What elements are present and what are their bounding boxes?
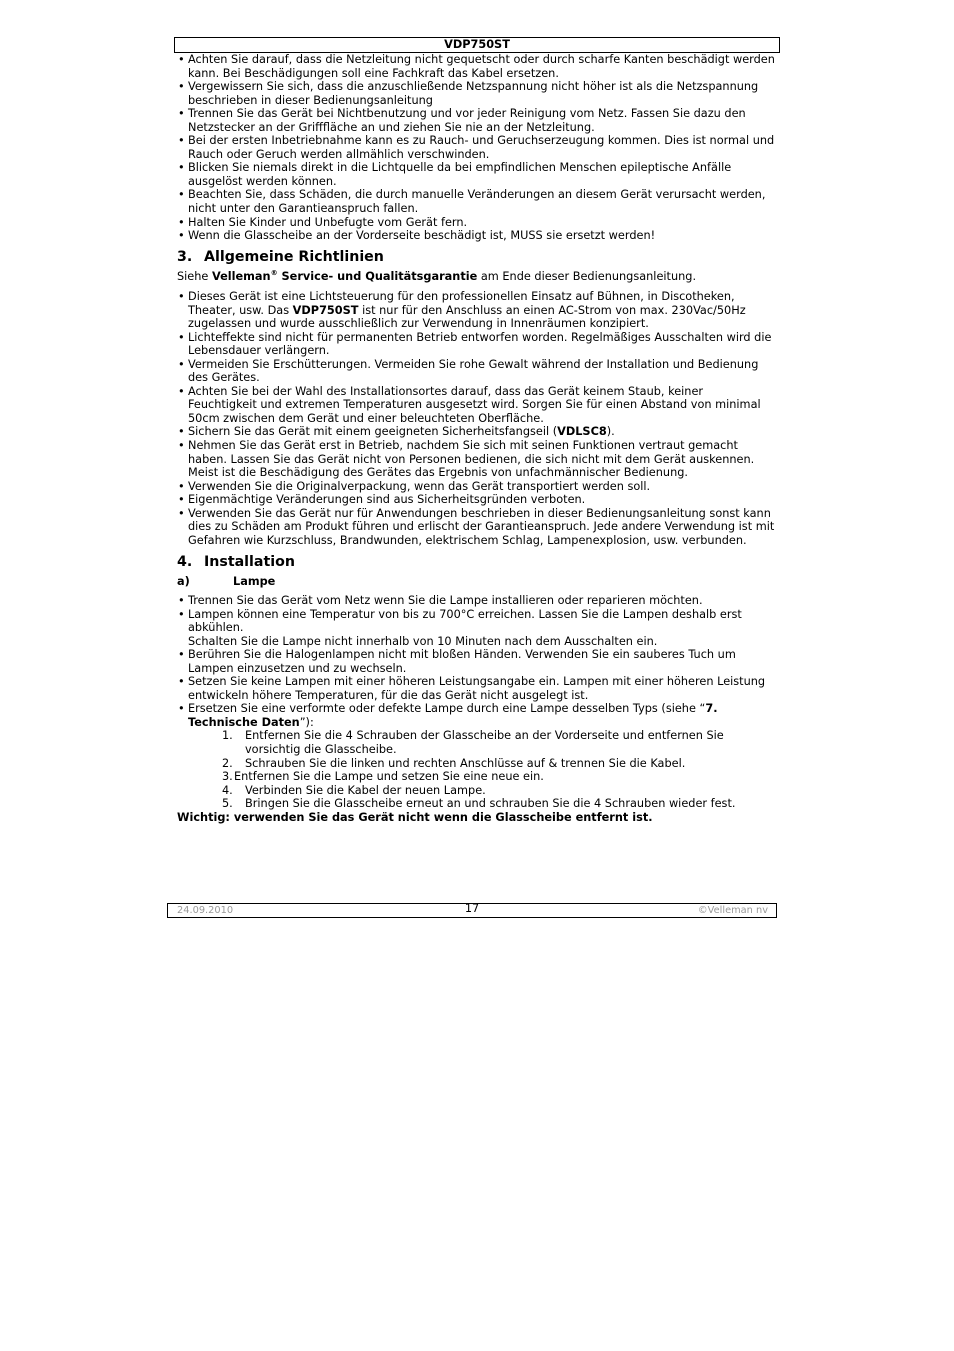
text-line: entwickeln höhere Temperaturen, für die das Gerät nicht ausgelegt ist.	[188, 688, 589, 702]
footer-copyright: ©Velleman nv	[697, 905, 768, 916]
list-item-text	[188, 161, 775, 188]
section-heading-3	[177, 249, 384, 266]
text-line	[188, 702, 765, 716]
text-line: Trennen Sie das Gerät vom Netz wenn Sie die Lampe installieren oder reparieren möchten.	[188, 594, 703, 607]
bullet-icon	[178, 229, 185, 243]
list-item-text	[188, 107, 775, 134]
bullet-icon	[178, 702, 185, 716]
list-item-text	[188, 702, 765, 729]
text-line: Netzstecker an der Grifffläche an und ziehen Sie nie an der Netzleitung.	[188, 120, 595, 134]
list-item	[177, 702, 765, 729]
list-item-text	[188, 480, 774, 494]
bullet-icon	[178, 425, 185, 439]
step-item	[177, 757, 765, 771]
bold-text: Technische Daten	[188, 715, 300, 729]
text-line: Blicken Sie niemals direkt in die Lichtquelle da bei empfindlichen Menschen epileptische Anfälle	[188, 161, 732, 175]
bullet-icon	[178, 480, 185, 494]
subsection-heading	[177, 575, 275, 589]
model-title: VDP750ST	[444, 38, 510, 51]
step-number: 3.	[222, 770, 233, 784]
text-line: Bei der ersten Inbetriebnahme kann es zu Rauch- und Geruchserzeugung kommen. Dies ist normal und	[188, 134, 775, 148]
bullet-icon	[178, 290, 185, 304]
list-item	[177, 290, 774, 331]
list-item-text	[188, 675, 765, 702]
list-item-text	[188, 358, 774, 385]
text-line: Verwenden Sie die Originalverpackung, wenn das Gerät transportiert werden soll.	[188, 479, 651, 493]
text-line: Feuchtigkeit und extremen Temperaturen ausgesetzt wird. Sorgen Sie für einen Abstand von minimal	[188, 398, 761, 412]
bullet-icon	[178, 188, 185, 202]
list-item	[177, 675, 765, 702]
text-line: Gefahren wie Kurzschluss, Brandwunden, elektrischem Schlag, Lampenexplosion, usw. verbunden.	[188, 533, 747, 547]
step-item	[177, 729, 765, 756]
text-line	[177, 270, 696, 284]
text-line: Nehmen Sie das Gerät erst in Betrieb, nachdem Sie sich mit seinen Funktionen vertraut gemacht	[188, 439, 738, 453]
bullet-icon	[178, 134, 185, 148]
subsection-title: Lampe	[233, 575, 276, 588]
text-run: Ersetzen Sie eine verformte oder defekte Lampe durch eine Lampe desselben Typs (siehe “	[188, 702, 706, 716]
step-item	[177, 770, 765, 784]
text-line: Achten Sie bei der Wahl des Installationsortes darauf, dass das Gerät keinem Staub, keiner	[188, 384, 704, 398]
list-item-text	[188, 439, 774, 480]
bullet-icon	[178, 675, 185, 689]
text-line: Berühren Sie die Halogenlampen nicht mit bloßen Händen. Verwenden Sie ein sauberes Tuch um	[188, 648, 736, 662]
list-item-text	[188, 507, 774, 548]
list-item	[177, 161, 775, 188]
text-line: Vergewissern Sie sich, dass die anzuschließende Netzspannung nicht höher ist als die Netzspannung	[188, 80, 759, 94]
bullet-icon	[178, 507, 185, 521]
text-line: Dieses Gerät ist eine Lichtsteuerung für den professionellen Einsatz auf Bühnen, in Discotheken,	[188, 290, 735, 303]
text-line: Lichteffekte sind nicht für permanenten Betrieb entworfen worden. Regelmäßiges Ausschalten wird die	[188, 330, 772, 344]
text-line: beschrieben in dieser Bedienungsanleitung	[188, 93, 433, 107]
bold-text: Service- und Qualitätsgarantie	[277, 270, 478, 283]
text-line: zugelassen und wurde ausschließlich zur Verwendung in Innenräumen konzipiert.	[188, 317, 649, 331]
step-item	[177, 797, 765, 811]
section-heading-4	[177, 554, 295, 571]
step-text	[177, 770, 765, 784]
bold-text: VDP750ST	[292, 303, 359, 317]
bullet-icon	[178, 107, 185, 121]
text-line: abkühlen.	[188, 621, 244, 635]
text-run: Siehe	[177, 270, 212, 283]
bold-text: Velleman	[211, 270, 271, 283]
text-line: nicht unter den Garantieanspruch fallen.	[188, 202, 419, 216]
text-line: Entfernen Sie die Lampe und setzen Sie eine neue ein.	[234, 770, 544, 784]
text-line: Eigenmächtige Veränderungen sind aus Sicherheitsgründen verboten.	[188, 493, 586, 507]
list-item	[177, 80, 775, 107]
text-run: ”):	[299, 715, 314, 729]
list-item-text	[188, 425, 774, 439]
list-item	[177, 331, 774, 358]
section-number: 3.	[177, 249, 193, 265]
list-item	[177, 385, 774, 426]
text-line	[188, 304, 774, 318]
text-run: am Ende dieser Bedienungsanleitung.	[477, 270, 697, 283]
step-text	[177, 784, 765, 798]
list-item	[177, 594, 765, 608]
text-line: Halten Sie Kinder und Unbefugte vom Gerät fern.	[188, 215, 468, 229]
page-number: 17	[464, 902, 480, 915]
text-line: Entfernen Sie die 4 Schrauben der Glasscheibe an der Vorderseite und entfernen Sie	[245, 729, 724, 743]
bullet-icon	[178, 594, 185, 608]
warranty-reference-paragraph	[177, 270, 696, 284]
text-line: dies zu Schäden am Produkt führen und erlischt der Garantieanspruch. Jede andere Verwendung ist mit	[188, 520, 775, 534]
list-item	[177, 358, 774, 385]
text-run: Theater, usw. Das	[188, 303, 293, 317]
text-line: ausgelöst werden können.	[188, 174, 337, 188]
step-number: 1.	[222, 729, 233, 743]
list-item	[177, 608, 765, 649]
text-line: Wenn die Glasscheibe an der Vorderseite beschädigt ist, MUSS sie ersetzt werden!	[188, 229, 656, 243]
list-item	[177, 107, 775, 134]
section-title: Allgemeine Richtlinien	[204, 249, 384, 265]
text-line: Achten Sie darauf, dass die Netzleitung nicht gequetscht oder durch scharfe Kanten beschädigt werden	[188, 53, 775, 66]
step-number: 4.	[222, 783, 233, 797]
list-item	[177, 507, 774, 548]
lamp-replacement-steps	[177, 729, 765, 810]
list-item-text	[188, 188, 775, 215]
section-title: Installation	[204, 554, 295, 570]
bold-text: 7.	[705, 702, 718, 716]
text-line: Rauch oder Geruch werden allmählich verschwinden.	[188, 147, 490, 161]
list-item-text	[188, 229, 775, 243]
subsection-label: a)	[177, 575, 190, 588]
list-item-text	[188, 53, 775, 80]
text-line: Lebensdauer verlängern.	[188, 344, 330, 358]
guidelines-bullet-list	[177, 290, 774, 547]
text-line: kann. Bei Beschädigungen soll eine Fachkraft das Kabel ersetzen.	[188, 66, 559, 80]
bullet-icon	[178, 439, 185, 453]
step-text	[177, 797, 765, 811]
list-item-text	[188, 216, 775, 230]
text-line: Trennen Sie das Gerät bei Nichtbenutzung und vor jeder Reinigung vom Netz. Fassen Sie dazu den	[188, 107, 746, 121]
text-line: Lampen können eine Temperatur von bis zu 700°C erreichen. Lassen Sie die Lampen deshalb erst	[188, 607, 742, 621]
bullet-icon	[178, 608, 185, 622]
text-line: Lampen einzusetzen und zu wechseln.	[188, 661, 407, 675]
bullet-icon	[178, 385, 185, 399]
text-line: Schalten Sie die Lampe nicht innerhalb von 10 Minuten nach dem Ausschalten ein.	[188, 634, 658, 648]
text-line: Meist ist die Beschädigung des Gerätes das Ergebnis von unfachmännischer Bedienung.	[188, 466, 688, 480]
bullet-icon	[178, 493, 185, 507]
text-line: vorsichtig die Glasscheibe.	[245, 743, 397, 757]
bold-text: VDLSC8	[557, 425, 607, 439]
list-item	[177, 188, 775, 215]
bullet-icon	[178, 331, 185, 345]
text-line: haben. Lassen Sie das Gerät nicht von Personen bedienen, die sich nicht mit dem Gerät auskennen.	[188, 452, 755, 466]
registered-icon: ®	[270, 269, 278, 278]
text-line: Vermeiden Sie Erschütterungen. Vermeiden Sie rohe Gewalt während der Installation und Bedienung	[188, 357, 759, 371]
list-item	[177, 648, 765, 675]
step-number: 2.	[222, 756, 233, 770]
text-line: Verwenden Sie das Gerät nur für Anwendungen beschrieben in dieser Bedienungsanleitung sonst kann	[188, 506, 771, 520]
bullet-icon	[178, 80, 185, 94]
list-item-text	[188, 594, 765, 608]
list-item	[177, 425, 774, 439]
bullet-icon	[178, 161, 185, 175]
list-item	[177, 134, 775, 161]
text-line: 50cm zwischen dem Gerät und einer beleuchteten Oberfläche.	[188, 411, 544, 425]
list-item-text	[188, 80, 775, 107]
warning-text: Wichtig: verwenden Sie das Gerät nicht wenn die Glasscheibe entfernt ist.	[177, 810, 653, 824]
text-line	[188, 716, 765, 730]
list-item-text	[188, 493, 774, 507]
list-item	[177, 53, 775, 80]
text-run: ist nur für den Anschluss an einen AC-Strom von max. 230Vac/50Hz	[358, 303, 746, 317]
step-text	[177, 757, 765, 771]
bullet-icon	[178, 648, 185, 662]
list-item-text	[188, 331, 774, 358]
list-item	[177, 493, 774, 507]
bullet-icon	[178, 53, 185, 67]
text-line: Beachten Sie, dass Schäden, die durch manuelle Veränderungen an diesem Gerät verursacht werden,	[188, 188, 766, 202]
bullet-icon	[178, 216, 185, 230]
list-item	[177, 216, 775, 230]
list-item	[177, 229, 775, 243]
list-item-text	[188, 385, 774, 426]
page-header	[174, 37, 780, 53]
list-item-text	[188, 134, 775, 161]
text-run: ).	[606, 425, 615, 439]
text-line: Setzen Sie keine Lampen mit einer höheren Leistungsangabe ein. Lampen mit einer höheren Leistung	[188, 675, 766, 689]
text-line: Verbinden Sie die Kabel der neuen Lampe.	[245, 783, 486, 797]
footer-date: 24.09.2010	[177, 905, 234, 916]
step-number: 5.	[222, 797, 233, 811]
installation-content	[177, 594, 765, 824]
text-line: des Gerätes.	[188, 371, 260, 385]
list-item	[177, 439, 774, 480]
list-item-text	[188, 648, 765, 675]
section-number: 4.	[177, 554, 193, 570]
page-footer	[167, 903, 777, 918]
step-text	[177, 729, 765, 756]
step-item	[177, 784, 765, 798]
safety-bullet-list	[177, 53, 775, 243]
lamp-bullet-list	[177, 594, 765, 729]
list-item	[177, 480, 774, 494]
list-item-text	[188, 608, 765, 649]
list-item-text	[188, 290, 774, 331]
text-line: Bringen Sie die Glasscheibe erneut an und schrauben Sie die 4 Schrauben wieder fest.	[245, 797, 736, 811]
text-line: Schrauben Sie die linken und rechten Anschlüsse auf & trennen Sie die Kabel.	[245, 756, 686, 770]
bullet-icon	[178, 358, 185, 372]
text-line	[188, 425, 774, 439]
text-run: Sichern Sie das Gerät mit einem geeigneten Sicherheitsfangseil (	[188, 425, 558, 439]
